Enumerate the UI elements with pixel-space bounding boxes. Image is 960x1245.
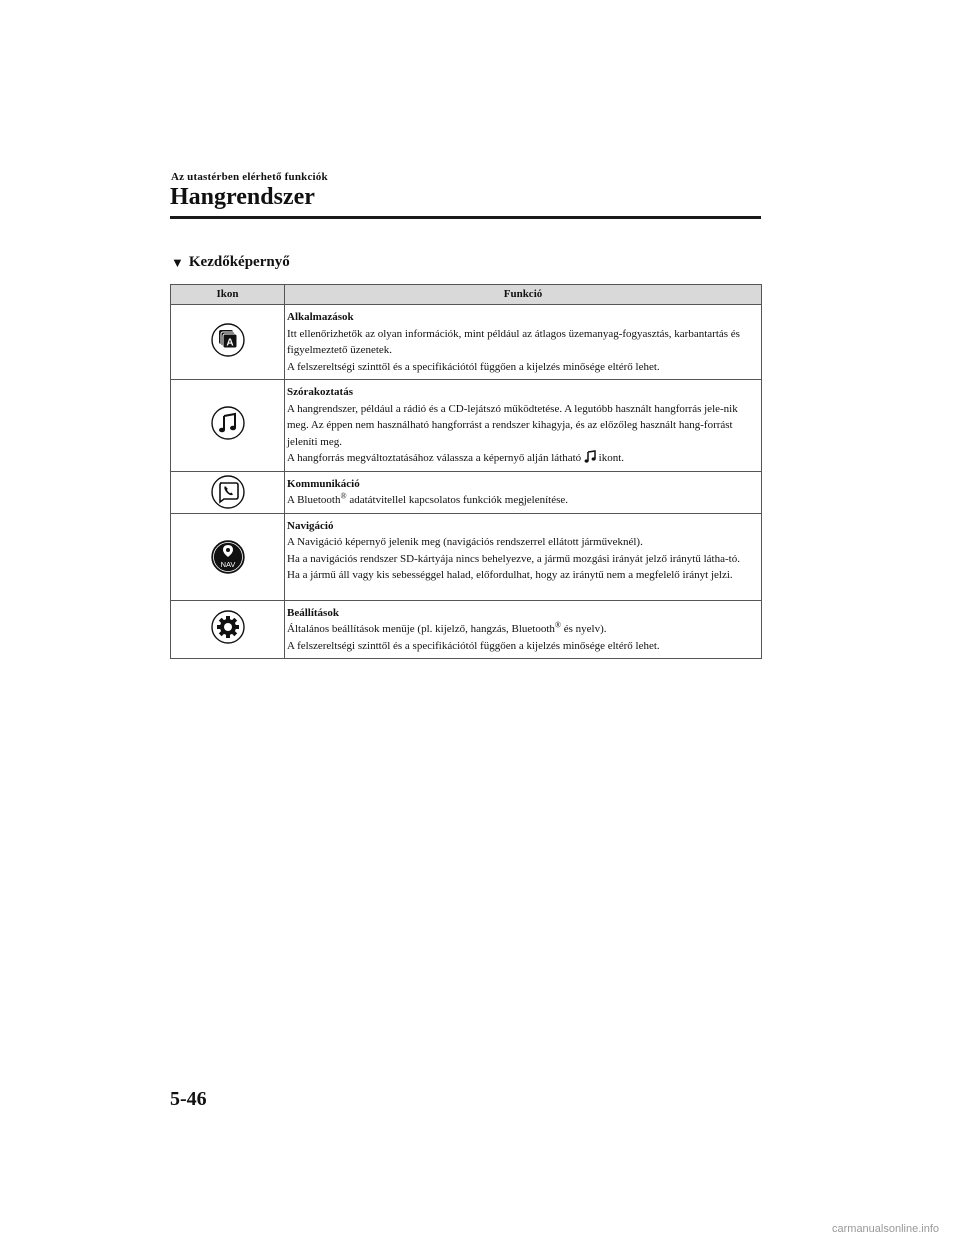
function-cell [285,305,762,380]
music-note-icon [211,406,245,440]
row-text: Általános beállítások menüje (pl. kijelző, hangzás, Bluetooth® és nyelv). [287,620,607,635]
settings-gear-icon [211,610,245,644]
title-rule [170,216,761,219]
column-header-icon: Ikon [171,285,285,305]
registered-mark: ® [554,620,561,630]
row-text: Ha a navigációs rendszer SD-kártyája nincs behelyezve, a jármű mozgási irányát jelző iránytű látha-tó. [287,552,740,565]
triangle-marker: ▼ [171,254,184,270]
table-row [171,471,762,513]
navigation-icon [211,540,245,574]
phone-icon [211,475,245,509]
registered-mark: ® [340,491,347,501]
note-text-before: A hangforrás megváltoztatásához válassza a képernyő alján látható [287,452,582,464]
function-cell [285,513,762,600]
music-note-icon [584,450,596,463]
row-title-applications: Alkalmazások [287,311,354,323]
row-note [287,450,759,467]
note-text-after: ikont. [598,452,625,464]
icon-cell [171,305,285,380]
icon-cell [171,600,285,659]
table-row [171,380,762,472]
function-cell [285,600,762,659]
watermark: carmanualsonline.info [832,1223,940,1235]
row-text: A hangrendszer, például a rádió és a CD-lejátszó működtetése. A legutóbb használt hangforrás jele-nik meg. Az éppen nem használható hangforrást a rendszer kihagyja, és az előzőleg használt hang-forrást jeleníti meg. [287,402,738,448]
row-title-entertainment: Szórakoztatás [287,386,353,398]
breadcrumb: Az utastérben elérhető funkciók [171,171,328,183]
row-text: Ha a jármű áll vagy kis sebességgel halad, előfordulhat, hogy az iránytű nem a megfelelő irányt jelzi. [287,569,733,581]
function-cell [285,471,762,513]
row-text: A Navigáció képernyő jelenik meg (navigációs rendszerrel ellátott járműveknél). [287,536,643,548]
table-row [171,305,762,380]
row-text: A felszereltségi szinttől és a specifikációtól függően a kijelzés minősége eltérő lehet. [287,360,660,373]
icon-cell [171,471,285,513]
function-cell [285,380,762,472]
function-table [170,284,762,659]
icon-cell [171,380,285,472]
row-text: A Bluetooth® adatátvitellel kapcsolatos funkciók megjelenítése. [287,491,569,506]
row-title-settings: Beállítások [287,606,339,619]
icon-cell [171,513,285,600]
row-title-navigation: Navigáció [287,519,334,532]
table-header-row [171,285,762,305]
row-text: A felszereltségi szinttől és a specifikációtól függően a kijelzés minősége eltérő lehet. [287,639,660,652]
row-text: Itt ellenőrizhetők az olyan információk, mint például az átlagos üzemanyag-fogyasztás, karbantartás és figyelmeztető üzenetek. [287,327,740,356]
navigation-icon-label: NAV [220,559,235,569]
applications-icon [211,323,245,357]
row-title-communication: Kommunikáció [287,477,360,490]
applications-icon-letter: A [225,337,234,349]
column-header-function: Funkció [285,285,762,305]
page-number: 5-46 [170,1088,207,1110]
section-heading-text: Kezdőképernyő [188,254,290,270]
section-heading [171,254,290,271]
page-title: Hangrendszer [170,184,315,210]
table-row [171,600,762,659]
table-row [171,513,762,600]
